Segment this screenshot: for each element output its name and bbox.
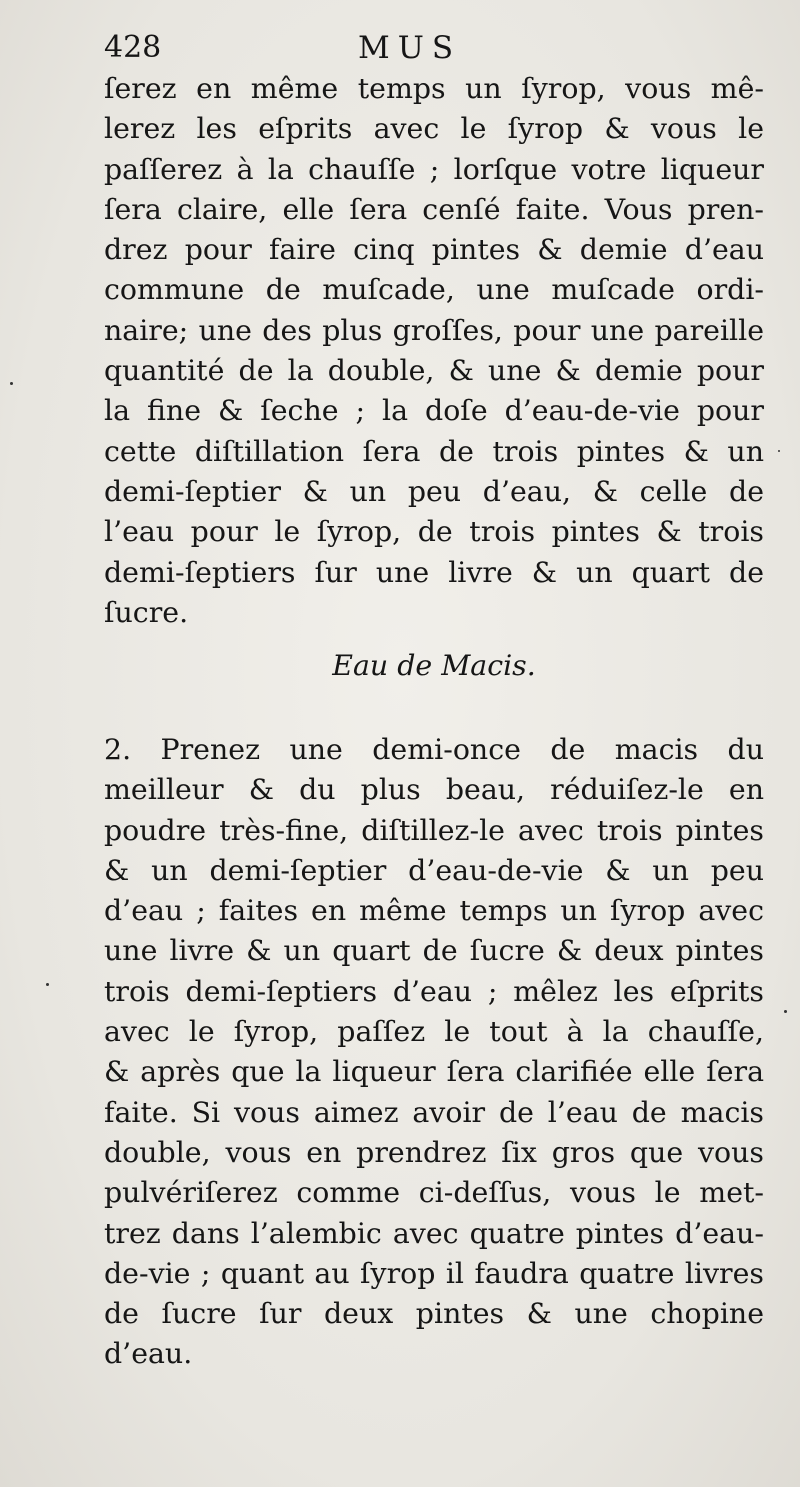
text-line: faite. Si vous aimez avoir de l’eau de macis (104, 1095, 764, 1129)
paragraph-recipe-2 (104, 730, 764, 1375)
text-line: la fine & ſeche ; la doſe d’eau-de-vie pour (104, 394, 764, 428)
text-line: commune de muſcade, une muſcade ordi- (104, 273, 764, 307)
text-line: & après que la liqueur ſera clarifiée elle ſera (104, 1055, 764, 1089)
text-line: d’eau ; faites en même temps un ſyrop avec (104, 894, 764, 928)
text-line: de-vie ; quant au ſyrop il faudra quatre livres (104, 1256, 764, 1290)
page-number: 428 (104, 30, 162, 65)
text-line: une livre & un quart de ſucre & deux pintes (104, 934, 764, 968)
text-line: avec le ſyrop, paſſez le tout à la chauſſe, (104, 1015, 764, 1049)
paragraph-continued (104, 69, 764, 633)
text-line: poudre très-fine, diſtillez-le avec trois pintes (104, 813, 764, 847)
text-line: cette diſtillation ſera de trois pintes & un (104, 434, 764, 468)
text-line: meilleur & du plus beau, réduiſez-le en (104, 773, 764, 807)
text-line: demi-ſeptiers ſur une livre & un quart de (104, 555, 764, 589)
text-line: & un demi-ſeptier d’eau-de-vie & un peu (104, 853, 764, 887)
text-line: de ſucre ſur deux pintes & une chopine (104, 1297, 764, 1331)
text-line: drez pour faire cinq pintes & demie d’eau (104, 233, 764, 267)
page-header (104, 26, 664, 70)
text-line: 2. Prenez une demi-once de macis du (104, 733, 764, 766)
text-line: lerez les eſprits avec le ſyrop & vous le (104, 112, 764, 146)
text-line: ſera claire, elle ſera cenſé faite. Vous pren- (104, 192, 764, 226)
text-line: double, vous en prendrez ſix gros que vous (104, 1135, 764, 1169)
running-head: MUS (358, 30, 462, 66)
text-line: paſſerez à la chauſſe ; lorſque votre liqueur (104, 152, 764, 186)
text-line: l’eau pour le ſyrop, de trois pintes & trois (104, 515, 764, 549)
text-line: ſerez en même temps un ſyrop, vous mê- (104, 72, 764, 105)
text-line: naire; une des plus groſſes, pour une pareille (104, 313, 764, 347)
text-line: demi-ſeptier & un peu d’eau, & celle de (104, 474, 764, 508)
text-line: ſucre. (104, 595, 189, 629)
text-line: quantité de la double, & une & demie pour (104, 354, 764, 388)
text-line: d’eau. (104, 1337, 193, 1371)
section-title: Eau de Macis. (332, 649, 536, 682)
text-line: trois demi-ſeptiers d’eau ; mêlez les eſprits (104, 974, 764, 1008)
text-line: pulvériſerez comme ci-deſſus, vous le met- (104, 1176, 764, 1210)
text-line: trez dans l’alembic avec quatre pintes d’eau- (104, 1216, 764, 1250)
